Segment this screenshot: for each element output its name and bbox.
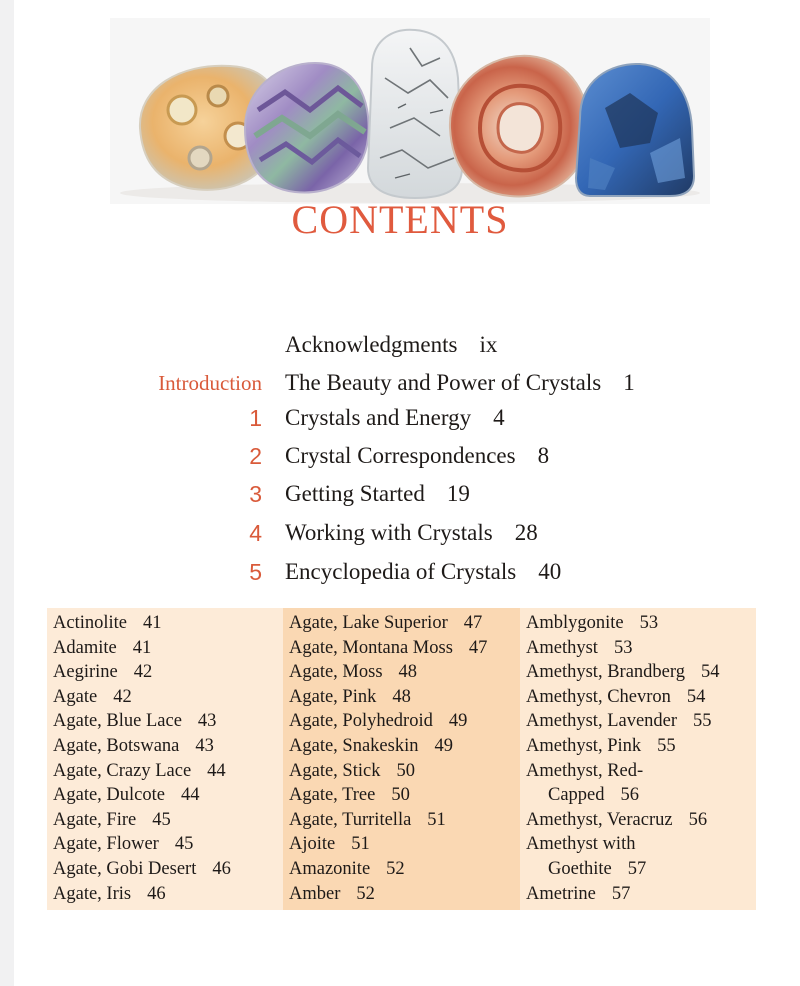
chapter-number: 4 [249, 520, 262, 546]
index-entry[interactable]: Actinolite 41 [53, 613, 162, 633]
index-entry[interactable]: Agate, Botswana 43 [53, 735, 214, 756]
index-entry[interactable]: Agate, Polyhedroid 49 [289, 711, 468, 732]
index-entry[interactable]: Agate, Snakeskin 49 [289, 735, 453, 756]
index-entry[interactable]: Adamite 41 [53, 637, 152, 658]
index-entry[interactable]: Agate, Crazy Lace 44 [53, 760, 226, 781]
index-column-2 [283, 608, 520, 910]
toc-title: Crystal Correspondences 8 [285, 443, 550, 468]
chapter-number: 1 [249, 405, 262, 431]
index-entry[interactable]: Agate, Stick 50 [289, 760, 415, 781]
toc-page: 4 [493, 405, 505, 430]
toc-page: 28 [514, 520, 538, 545]
index-entry[interactable]: Agate, Moss 48 [289, 662, 418, 683]
index-entry[interactable]: Amber 52 [289, 883, 375, 904]
index-entry[interactable]: Agate, Iris 46 [53, 883, 166, 904]
index-entry[interactable]: Amazonite 52 [289, 858, 405, 879]
toc-entry-introduction[interactable] [0, 365, 800, 401]
toc-entry-chapter-2[interactable] [0, 438, 800, 474]
index-entry[interactable]: Agate, Turritella 51 [289, 809, 446, 830]
index-entry[interactable]: Amethyst, Veracruz 56 [526, 809, 708, 830]
toc-entry-chapter-4[interactable] [0, 515, 800, 551]
toc-label: Introduction [158, 371, 262, 395]
toc-title: Working with Crystals 28 [285, 520, 538, 545]
index-entry[interactable]: Amethyst, Brandberg 54 [526, 662, 720, 683]
encyclopedia-index [47, 608, 756, 910]
toc-entry-chapter-1[interactable] [0, 400, 800, 436]
toc-title: Acknowledgments ix [285, 332, 498, 357]
index-entry[interactable]: Agate, Lake Superior 47 [289, 613, 483, 633]
chapter-number: 3 [249, 481, 262, 507]
index-entry[interactable]: Amethyst, Pink 55 [526, 735, 676, 756]
index-entry[interactable]: Agate, Gobi Desert 46 [53, 858, 231, 879]
index-entry[interactable]: Agate, Tree 50 [289, 785, 410, 806]
chapter-number: 2 [249, 443, 262, 469]
crystals-illustration [110, 18, 710, 204]
index-entry[interactable]: Agate, Pink 48 [289, 686, 411, 707]
index-entry[interactable]: Agate, Montana Moss 47 [289, 637, 488, 658]
toc-page: 40 [538, 559, 562, 584]
index-entry[interactable]: Ajoite 51 [289, 834, 370, 855]
index-entry-continuation[interactable]: Goethite 57 [548, 858, 647, 879]
index-entry[interactable]: Aegirine 42 [53, 662, 153, 683]
index-entry[interactable]: Agate, Fire 45 [53, 809, 171, 830]
index-column-1 [47, 608, 283, 910]
index-entry[interactable]: Amethyst 53 [526, 637, 633, 658]
index-entry[interactable]: Agate 42 [53, 686, 132, 707]
toc-page: 8 [537, 443, 550, 468]
toc-page: 19 [446, 481, 470, 506]
index-column-3 [520, 608, 756, 910]
index-entry[interactable]: Agate, Flower 45 [53, 834, 194, 855]
chapter-number: 5 [249, 559, 262, 585]
index-entry-continuation[interactable]: Capped 56 [548, 785, 640, 806]
index-entry[interactable]: Ametrine 57 [526, 883, 631, 904]
toc-entry-acknowledgments[interactable] [0, 327, 800, 363]
toc-entry-chapter-3[interactable] [0, 476, 800, 512]
toc-page: 1 [623, 370, 635, 395]
index-entry[interactable]: Agate, Dulcote 44 [53, 785, 200, 806]
toc-entry-chapter-5[interactable] [0, 554, 800, 590]
index-entry[interactable]: Amethyst with [526, 834, 636, 855]
toc-title: The Beauty and Power of Crystals 1 [285, 370, 635, 395]
index-entry[interactable]: Amethyst, Red- [526, 760, 644, 781]
toc-title: Encyclopedia of Crystals 40 [285, 559, 562, 584]
contents-title: CONTENTS [291, 197, 509, 242]
index-entry[interactable]: Amblygonite 53 [526, 613, 659, 633]
index-entry[interactable]: Agate, Blue Lace 43 [53, 711, 217, 732]
index-entry[interactable]: Amethyst, Chevron 54 [526, 686, 706, 707]
index-entry[interactable]: Amethyst, Lavender 55 [526, 711, 712, 732]
toc-page: ix [479, 332, 498, 357]
toc-title: Getting Started 19 [285, 481, 470, 506]
toc-title: Crystals and Energy 4 [285, 405, 505, 430]
